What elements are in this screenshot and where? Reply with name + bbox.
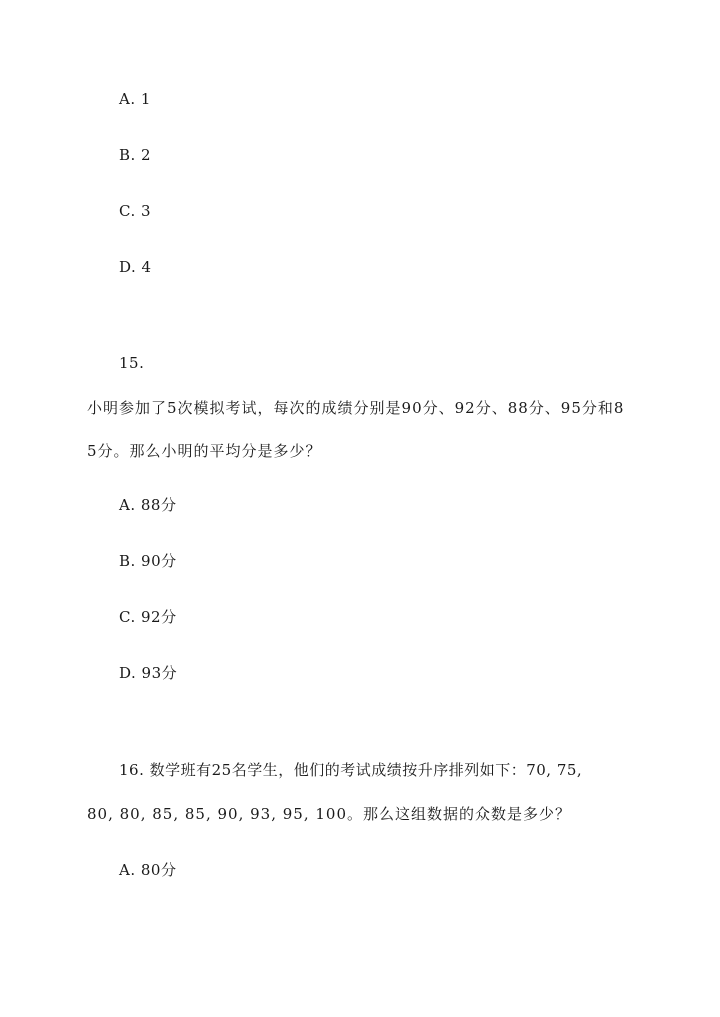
option-b: B. 2: [119, 146, 152, 164]
question-stem-line: 小明参加了5次模拟考试，每次的成绩分别是90分、92分、88分、95分和8: [87, 399, 625, 417]
option-c: C. 92分: [119, 608, 177, 626]
option-b: B. 90分: [119, 552, 177, 570]
option-d: D. 4: [119, 258, 152, 276]
option-a: A. 88分: [119, 496, 177, 514]
option-c: C. 3: [119, 202, 152, 220]
question-stem-line: 5分。那么小明的平均分是多少？: [87, 442, 322, 460]
question-stem-line: 80, 80, 85, 85, 90, 93, 95, 100。那么这组数据的众数是多少？: [87, 805, 571, 823]
question-stem-line: 16. 数学班有25名学生，他们的考试成绩按升序排列如下：70, 75,: [119, 761, 583, 779]
option-d: D. 93分: [119, 664, 178, 682]
option-a: A. 80分: [119, 861, 177, 879]
question-number: 15.: [119, 354, 145, 372]
option-a: A. 1: [119, 90, 151, 108]
